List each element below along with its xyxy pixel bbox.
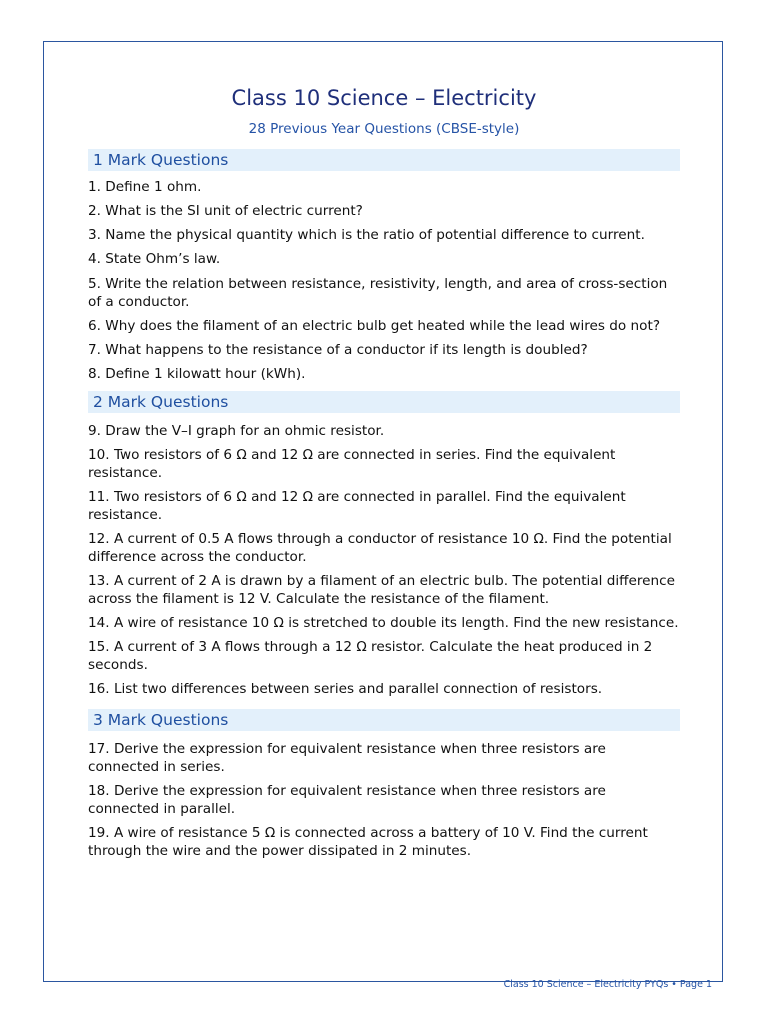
- section-heading: 1 Mark Questions: [88, 149, 680, 171]
- question-item: 8. Define 1 kilowatt hour (kWh).: [88, 366, 306, 382]
- question-item: 11. Two resistors of 6 Ω and 12 Ω are connected in parallel. Find the equivalent resistance.: [88, 489, 626, 523]
- document-subtitle: 28 Previous Year Questions (CBSE-style): [248, 121, 520, 137]
- question-item: 19. A wire of resistance 5 Ω is connected across a battery of 10 V. Find the current through the wire and the power dissipated in 2 minutes.: [88, 825, 648, 859]
- document-content: [88, 84, 680, 860]
- question-item: 7. What happens to the resistance of a conductor if its length is doubled?: [88, 342, 588, 358]
- question-item: 5. Write the relation between resistance, resistivity, length, and area of cross-section of a conductor.: [88, 276, 668, 310]
- section-1-mark: [88, 149, 680, 383]
- question-item: 3. Name the physical quantity which is the ratio of potential difference to current.: [88, 227, 645, 243]
- question-item: 14. A wire of resistance 10 Ω is stretched to double its length. Find the new resistance.: [88, 615, 679, 631]
- question-item: 17. Derive the expression for equivalent resistance when three resistors are connected in series.: [88, 741, 606, 775]
- section-heading: 3 Mark Questions: [88, 709, 680, 731]
- section-3-mark: [88, 709, 680, 860]
- question-item: 2. What is the SI unit of electric current?: [88, 203, 363, 219]
- question-item: 18. Derive the expression for equivalent resistance when three resistors are connected in parallel.: [88, 783, 606, 817]
- section-2-mark: [88, 391, 680, 698]
- section-heading: 2 Mark Questions: [88, 391, 680, 413]
- question-item: 12. A current of 0.5 A flows through a conductor of resistance 10 Ω. Find the potential difference across the conductor.: [88, 531, 672, 565]
- question-item: 13. A current of 2 A is drawn by a filament of an electric bulb. The potential difference across the filament is 12 V. Calculate the resistance of the filament.: [88, 573, 675, 607]
- question-item: 1. Define 1 ohm.: [88, 179, 202, 195]
- question-item: 15. A current of 3 A flows through a 12 Ω resistor. Calculate the heat produced in 2 seconds.: [88, 639, 653, 673]
- document-title: Class 10 Science – Electricity: [231, 86, 537, 110]
- question-item: 9. Draw the V–I graph for an ohmic resistor.: [88, 423, 385, 439]
- question-item: 4. State Ohm’s law.: [88, 251, 221, 267]
- question-item: 6. Why does the filament of an electric bulb get heated while the lead wires do not?: [88, 318, 661, 334]
- question-item: 16. List two differences between series and parallel connection of resistors.: [88, 681, 603, 697]
- page-footer: Class 10 Science – Electricity PYQs • Page 1: [503, 979, 712, 990]
- question-item: 10. Two resistors of 6 Ω and 12 Ω are connected in series. Find the equivalent resistance.: [88, 447, 616, 481]
